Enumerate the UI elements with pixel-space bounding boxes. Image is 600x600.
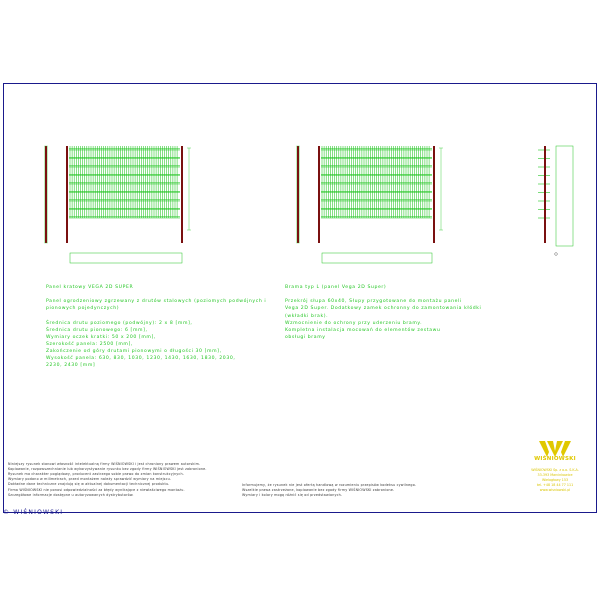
company-brand: WIŚNIOWSKI [534, 456, 576, 462]
panel-spec-line [46, 313, 276, 320]
legal-notes-middle [242, 483, 442, 498]
gate-description [285, 277, 490, 348]
panel-spec-line: Panel ogrodzeniowy zgrzewany z drutów stalowych (poziomych podwójnych i [46, 299, 267, 305]
panel-spec-line: pionowych pojedynczych) [46, 306, 120, 312]
gate-spec-line: (wkładki brak). [285, 313, 329, 319]
gate-post-1 [297, 146, 300, 243]
height-dimension [187, 148, 191, 230]
panel-spec-line: Wysokość panela: 630, 830, 1030, 1230, 1430, 1630, 1830, 2030, [46, 356, 236, 362]
legal-notes-left [8, 462, 233, 498]
panel-spec-line: 2230, 2430 [mm] [46, 363, 96, 369]
copyright: © WIŚNIOWSKI [3, 509, 64, 516]
address-line: WIŚNIOWSKI Sp. z o.o. S.K.A. [531, 468, 579, 472]
legal-note-line: Niniejszy rysunek stanowi własność intelektualną firmy WIŚNIOWSKI i jest chroniony prawem autorskim. [8, 462, 201, 466]
legal-note-line: Rysunek ma charakter poglądowy, producent zastrzega sobie prawo do zmian konstrukcyjnych. [8, 472, 184, 477]
gate-spec-line: Przekrój słupa 60x40, Słupy przygotowane do montażu paneli [285, 299, 462, 305]
gate-post-2 [318, 146, 320, 243]
panel-specs [46, 298, 276, 369]
left-post-2 [66, 146, 68, 243]
legal-note-line: Kopiowanie, rozpowszechnianie lub wykorzystywanie rysunku bez zgody firmy WIŚNIOWSKI jest zabronione. [8, 467, 207, 472]
panel-title: Panel kratowy VEGA 2D SUPER [46, 285, 134, 291]
address-line: Wielogłowy 153 [541, 478, 569, 483]
left-post-1 [45, 146, 48, 243]
gate-elevation [297, 146, 444, 263]
gate-post-3 [433, 146, 435, 243]
gate-spec-line: Vega 2D Super. Dodatkowy zamek ochronny do zamontowania kłódki [285, 306, 482, 312]
panel-spec-line: Szerokość panela: 2500 [mm], [46, 341, 133, 347]
side-post [544, 146, 546, 243]
address-line: www.wisniowski.pl [539, 488, 571, 493]
address-line: 33-393 Marcinkowice [537, 473, 573, 478]
legal-note-line: Wszelkie prawa zastrzeżone, kopiowanie bez zgody firmy WIŚNIOWSKI zabronione. [242, 488, 395, 493]
legal-note-line: Informujemy, że rysunek nie jest ofertą handlową w rozumieniu przepisów kodeksu cywilnego. [242, 483, 417, 487]
legal-note-line: Wymiary podano w milimetrach, przed montażem należy sprawdzić wymiary na miejscu. [8, 477, 172, 482]
company-address [520, 468, 590, 494]
side-view [538, 146, 573, 255]
fence-mesh-panel [69, 146, 180, 218]
panel-spec-line: Wymiary oczek kratki: 50 x 200 [mm], [46, 334, 156, 340]
panel-spec-line: Średnica drutu poziomego (podwójny): 2 x 8 [mm], [46, 320, 193, 326]
legal-note-line: Dokładne dane techniczne znajdują się w aktualnej dokumentacji technicznej produktu. [8, 482, 170, 487]
gate-spec-line: Kompletna instalacja mocowań do elementów zestawu [285, 327, 441, 333]
panel-spec-line: Zakończenie od góry drutami pionowymi o długości 30 [mm], [46, 349, 222, 355]
legal-note-line: Firma WIŚNIOWSKI nie ponosi odpowiedzialności za błędy wynikające z niewłaściwego montażu. [8, 487, 185, 492]
right-post [181, 146, 183, 243]
gate-specs [285, 298, 490, 341]
legal-note-line: Szczegółowe informacje dostępne u autoryzowanych dystrybutorów. [8, 492, 134, 497]
gate-spec-line: obsługi bramy [285, 334, 326, 340]
address-line: tel. +48 18 44 77 111 [536, 483, 574, 488]
fence-elevation [45, 146, 192, 263]
width-dimension [70, 253, 182, 263]
gate-title: Brama typ L (panel Vega 2D Super) [285, 285, 387, 291]
panel-spec-line: Średnica drutu pionowego: 6 [mm], [46, 327, 148, 333]
panel-description [46, 277, 276, 377]
section-marker-icon [555, 253, 558, 256]
gate-height-dimension [439, 148, 443, 230]
gate-spec-line: Wzmocnienie do ochrony przy uderzeniu bramy. [285, 320, 423, 326]
side-dimension-box [556, 146, 573, 246]
gate-width-dimension [322, 253, 432, 263]
gate-mesh-panel [321, 146, 432, 218]
legal-note-line: Wymiary i kolory mogą różnić się od przedstawionych. [242, 493, 343, 498]
